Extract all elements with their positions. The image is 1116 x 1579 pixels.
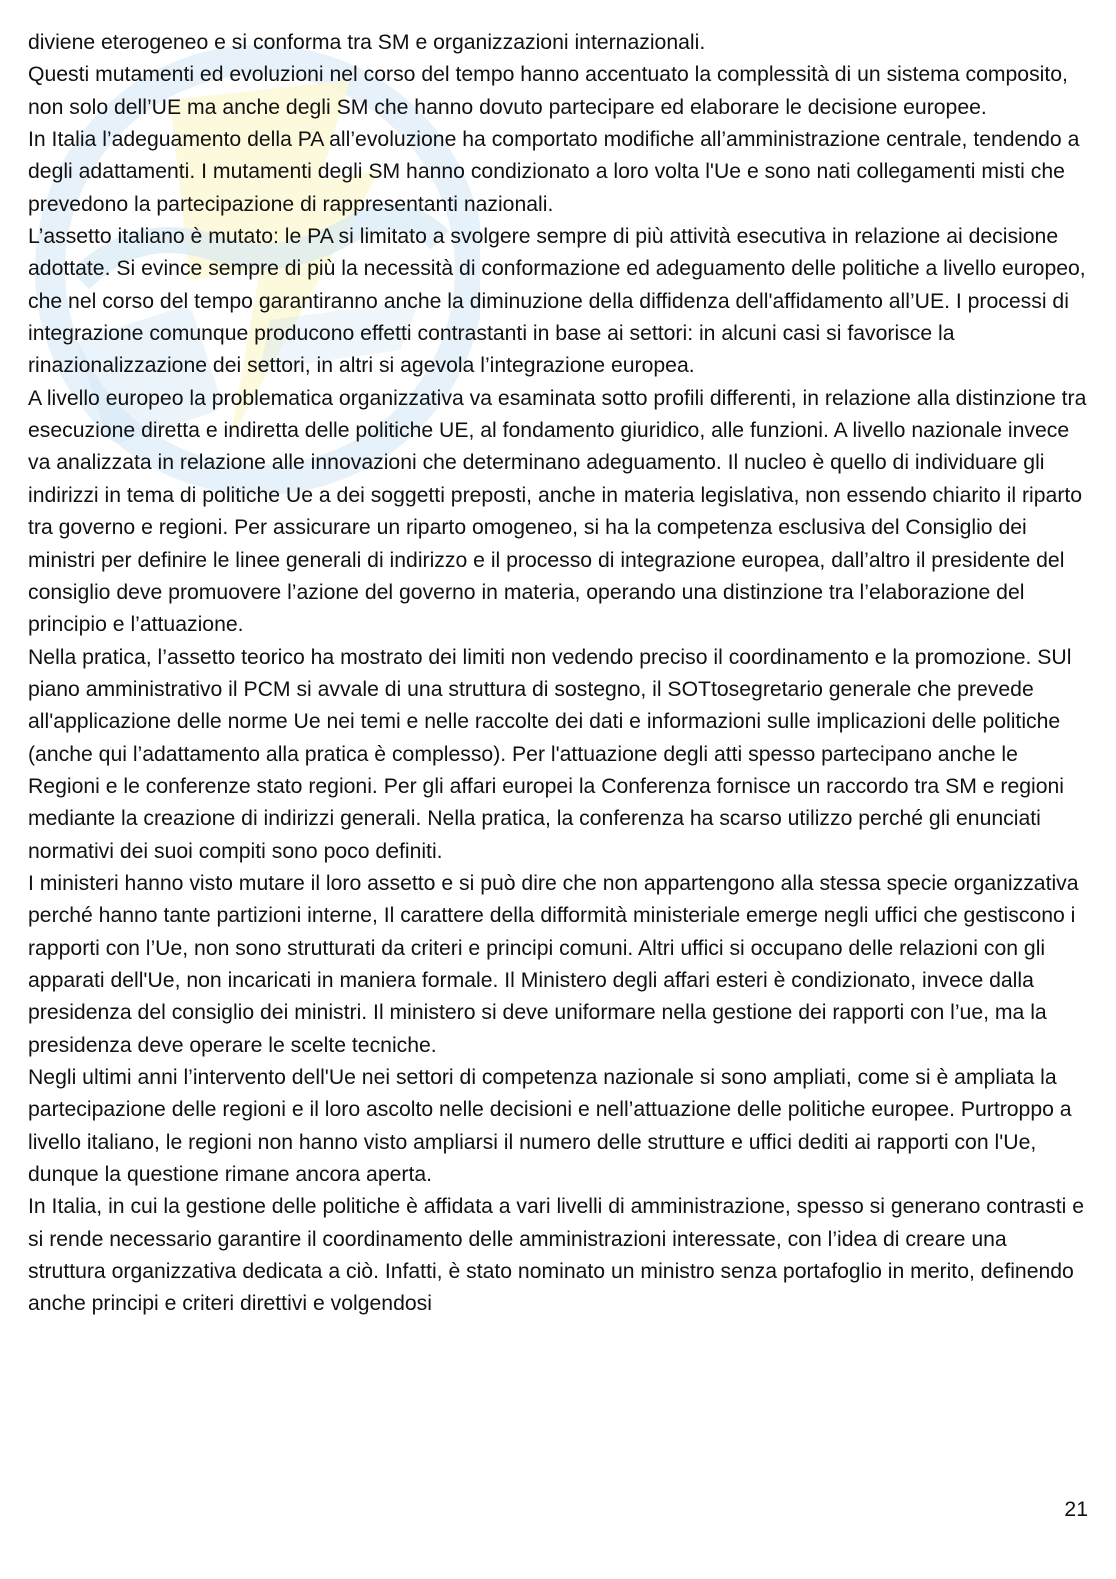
paragraph: In Italia l’adeguamento della PA all’evoluzione ha comportato modifiche all’amministrazione centrale, tendendo a degli adattamenti. I mutamenti degli SM hanno condizionato a loro volta l'Ue e sono nati collegamenti misti che prevedono la partecipazione di rappresentanti nazionali. — [28, 128, 1080, 216]
paragraph: diviene eterogeneo e si conforma tra SM e organizzazioni internazionali. — [28, 31, 706, 54]
page-number: 21 — [1064, 1498, 1088, 1521]
paragraph: In Italia, in cui la gestione delle politiche è affidata a vari livelli di amministrazione, spesso si generano contrasti e si rende necessario garantire il coordinamento delle amministrazioni interessate, con l’idea di creare una struttura organizzativa dedicata a ciò. Infatti, è stato nominato un ministro senza portafoglio in merito, definendo anche principi e criteri direttivi e volgendosi — [28, 1195, 1085, 1316]
paragraph: Negli ultimi anni l’intervento dell'Ue nei settori di competenza nazionale si sono ampliati, come si è ampliata la partecipazione delle regioni e il loro ascolto nelle decisioni e nell’attuazione delle politiche europee. Purtroppo a livello italiano, le regioni non hanno visto ampliarsi il numero delle strutture e uffici dediti ai rapporti con l'Ue, dunque la questione rimane ancora aperta. — [28, 1066, 1072, 1187]
paragraph: L’assetto italiano è mutato: le PA si limitato a svolgere sempre di più attività esecutiva in relazione ai decisione adottate. Si evince sempre di più la necessità di conformazione ed adeguamento delle politiche a livello europeo, che nel corso del tempo garantiranno anche la diminuzione della diffidenza dell'affidamento all’UE. I processi di integrazione comunque producono effetti contrastanti in base ai settori: in alcuni casi si favorisce la rinazionalizzazione dei settori, in altri si agevola l’integrazione europea. — [28, 225, 1086, 378]
paragraph: A livello europeo la problematica organizzativa va esaminata sotto profili differenti, in relazione alla distinzione tra esecuzione diretta e indiretta delle politiche UE, al fondamento giuridico, alle funzioni. A livello nazionale invece va analizzata in relazione alle innovazioni che determinano adeguamento. Il nucleo è quello di individuare gli indirizzi in tema di politiche Ue a dei soggetti preposti, anche in materia legislativa, non essendo chiarito il riparto tra governo e regioni. Per assicurare un riparto omogeneo, si ha la competenza esclusiva del Consiglio dei ministri per definire le linee generali di indirizzo e il processo di integrazione europea, dall’altro il presidente del consiglio deve promuovere l’azione del governo in materia, operando una distinzione tra l’elaborazione del principio e l’attuazione. — [28, 386, 1087, 637]
paragraph: Questi mutamenti ed evoluzioni nel corso del tempo hanno accentuato la complessità di un sistema composito, non solo dell’UE ma anche degli SM che hanno dovuto partecipare ed elaborare le decisione europee. — [28, 63, 1068, 119]
paragraph: I ministeri hanno visto mutare il loro assetto e si può dire che non appartengono alla stessa specie organizzativa perché hanno tante partizioni interne, Il carattere della difformità ministeriale emerge negli uffici che gestiscono i rapporti con l’Ue, non sono strutturati da criteri e principi comuni. Altri uffici si occupano delle relazioni con gli apparati dell'Ue, non incaricati in maniera formale. Il Ministero degli affari esteri è condizionato, invece dalla presidenza del consiglio dei ministri. Il ministero si deve uniformare nella gestione dei rapporti con l’ue, ma la presidenza deve operare le scelte tecniche. — [28, 871, 1079, 1057]
document-body — [28, 27, 1090, 1321]
paragraph: Nella pratica, l’assetto teorico ha mostrato dei limiti non vedendo preciso il coordinamento e la promozione. SUl piano amministrativo il PCM si avvale di una struttura di sostegno, il SOTtosegretario generale che prevede all'applicazione delle norme Ue nei temi e nelle raccolte dei dati e informazioni sulle implicazioni delle politiche (anche qui l’adattamento alla pratica è complesso). Per l'attuazione degli atti spesso partecipano anche le Regioni e le conferenze stato regioni. Per gli affari europei la Conferenza fornisce un raccordo tra SM e regioni mediante la creazione di indirizzi generali. Nella pratica, la conferenza ha scarso utilizzo perché gli enunciati normativi dei suoi compiti sono poco definiti. — [28, 645, 1072, 863]
